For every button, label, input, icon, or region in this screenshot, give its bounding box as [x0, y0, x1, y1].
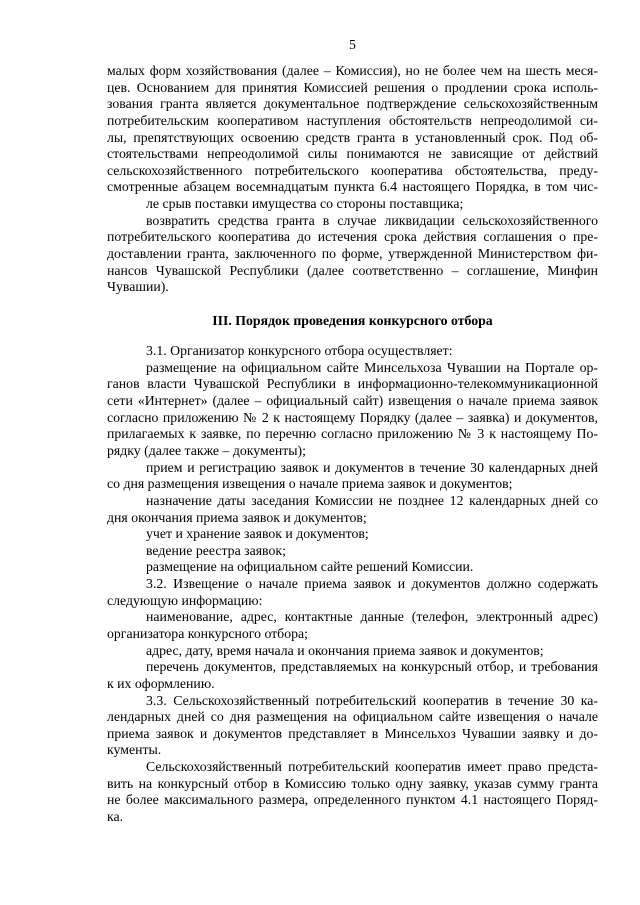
paragraph	[107, 759, 598, 826]
text-line: нансов Чувашской Республики (далее соответственно – соглашение, Минфин	[107, 262, 598, 278]
paragraph	[107, 559, 598, 576]
text-line: размещение на официальном сайте решений Комиссии.	[146, 559, 474, 575]
paragraph	[107, 493, 598, 526]
text-line: лендарных дней со дня размещения на официальном сайте извещения о начале	[107, 709, 598, 725]
text-line: цев. Основанием для принятия Комиссией решения о продлении срока исполь-	[107, 79, 598, 95]
paragraph	[107, 576, 598, 609]
text-line: организатора конкурсного отбора;	[107, 626, 308, 641]
text-line: к их оформлению.	[107, 675, 215, 691]
document-body	[107, 63, 598, 826]
text-line: Чувашии).	[107, 279, 169, 295]
paragraph	[107, 460, 598, 493]
text-line: ле срыв поставки имущества со стороны поставщика;	[146, 196, 464, 212]
text-line: смотренные абзацем восемнадцатым пункта 6.4 настоящего Порядка, в том чис-	[107, 179, 598, 195]
paragraph	[107, 360, 598, 460]
text-line: рядку (далее также – документы);	[107, 442, 306, 458]
text-line: лы, препятствующих освоению средств гранта в установленный срок. Под об-	[107, 129, 598, 145]
text-line: кументы.	[107, 742, 162, 758]
text-line: потребительским кооперативом наступления обстоятельств непреодолимой си-	[107, 112, 598, 128]
text-line: зования гранта является документальное подтверждение сельскохозяйственным	[107, 96, 598, 112]
text-line: наименование, адрес, контактные данные (телефон, электронный адрес)	[146, 609, 598, 625]
text-line: возвратить средства гранта в случае ликвидации сельскохозяйственного	[146, 212, 598, 228]
paragraph	[107, 63, 598, 213]
text-line: доставлении гранта, заключенного по форме, утвержденной Министерством фи-	[107, 246, 598, 262]
text-line: ганов власти Чувашской Республики в информационно-телекоммуникационной	[107, 376, 598, 392]
paragraph	[107, 526, 598, 543]
paragraph	[107, 609, 598, 642]
text-line: приема заявок и документов представляет в Минсельхоз Чувашии заявку и до-	[107, 725, 598, 741]
paragraph	[107, 643, 598, 660]
text-line: не более максимального размера, определенного пунктом 4.1 настоящего Поряд-	[107, 792, 598, 808]
text-line: следующую информацию:	[107, 592, 263, 608]
text-line: адрес, дату, время начала и окончания приема заявок и документов;	[146, 642, 544, 658]
text-line: стоятельствами непреодолимой силы понимаются не зависящие от действий	[107, 146, 598, 162]
text-line: малых форм хозяйствования (далее – Комиссия), но не более чем на шесть меся-	[107, 63, 598, 78]
text-line: ведение реестра заявок;	[146, 542, 286, 558]
text-line: 3.2. Извещение о начале приема заявок и документов должно содержать	[146, 576, 598, 592]
paragraph	[107, 213, 598, 296]
paragraph	[107, 693, 598, 760]
text-line: потребительского кооператива до истечения срока действия соглашения о пре-	[107, 229, 598, 245]
section-heading: III. Порядок проведения конкурсного отбора	[212, 312, 493, 328]
text-line: назначение даты заседания Комиссии не позднее 12 календарных дней со	[146, 492, 598, 508]
text-line: учет и хранение заявок и документов;	[146, 526, 369, 542]
text-line: размещение на официальном сайте Минсельхоза Чувашии на Портале ор-	[146, 359, 598, 375]
paragraph	[107, 343, 598, 360]
paragraph	[107, 659, 598, 692]
text-line: сельскохозяйственного потребительского кооператива обстоятельства, преду-	[107, 162, 598, 178]
page-number: 5	[349, 37, 356, 52]
text-line: Сельскохозяйственный потребительский кооператив имеет право предста-	[146, 759, 598, 775]
text-line: 3.1. Организатор конкурсного отбора осуществляет:	[146, 343, 453, 359]
text-line: 3.3. Сельскохозяйственный потребительский кооператив в течение 30 ка-	[146, 692, 598, 708]
text-line: прием и регистрацию заявок и документов в течение 30 календарных дней	[146, 459, 598, 475]
text-line: сети «Интернет» (далее – официальный сайт) извещения о начале приема заявок	[107, 393, 598, 409]
text-line: ка.	[107, 809, 124, 825]
paragraph	[107, 543, 598, 560]
text-line: перечень документов, представляемых на конкурсный отбор, и требования	[146, 659, 598, 675]
text-line: прилагаемых к заявке, по перечню согласно приложению № 3 к настоящему По-	[107, 426, 598, 442]
text-line: со дня размещения извещения о начале приема заявок и документов;	[107, 476, 513, 492]
text-line: вить на конкурсный отбор в Комиссию только одну заявку, указав сумму гранта	[107, 775, 598, 791]
text-line: дня окончания приема заявок и документов;	[107, 509, 367, 525]
text-line: согласно приложению № 2 к настоящему Порядку (далее – заявка) и документов,	[107, 409, 598, 425]
